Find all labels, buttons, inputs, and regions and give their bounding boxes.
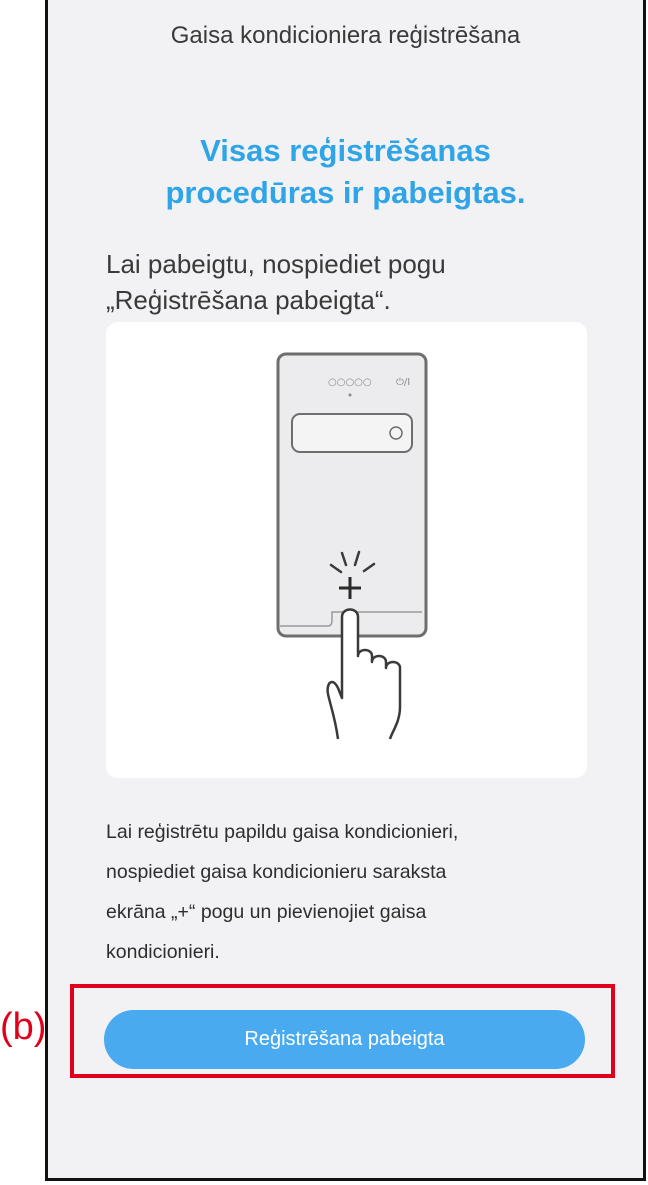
instruction-text <box>106 246 586 318</box>
instruction-line-2: „Reģistrēšana pabeigta“. <box>106 285 391 315</box>
device-dots-icon: ○○○○○ <box>328 377 372 388</box>
device-touch-illustration <box>106 322 587 778</box>
completion-heading <box>48 130 643 214</box>
info-line: Lai reģistrētu papildu gaisa kondicionieri, <box>106 821 459 843</box>
info-line: ekrāna „+“ pogu un pievienojiet gaisa <box>106 901 427 923</box>
registration-done-button[interactable]: Reģistrēšana pabeigta <box>104 1010 585 1069</box>
info-line: nospiediet gaisa kondicionieru saraksta <box>106 861 447 883</box>
power-icon: ⏻/I <box>396 377 411 388</box>
annotation-label: (b) <box>0 1006 47 1048</box>
heading-line-2: procedūras ir pabeigtas. <box>165 175 526 210</box>
info-line: kondicionieri. <box>106 941 220 963</box>
illustration-card <box>106 322 587 778</box>
indicator-dot <box>349 394 352 397</box>
device-outline <box>278 354 426 636</box>
instruction-line-1: Lai pabeigtu, nospiediet pogu <box>106 249 446 279</box>
page-title: Gaisa kondicioniera reģistrēšana <box>170 22 521 49</box>
additional-info-text <box>106 812 556 972</box>
heading-line-1: Visas reģistrēšanas <box>200 133 491 168</box>
device-display-panel <box>292 414 412 452</box>
